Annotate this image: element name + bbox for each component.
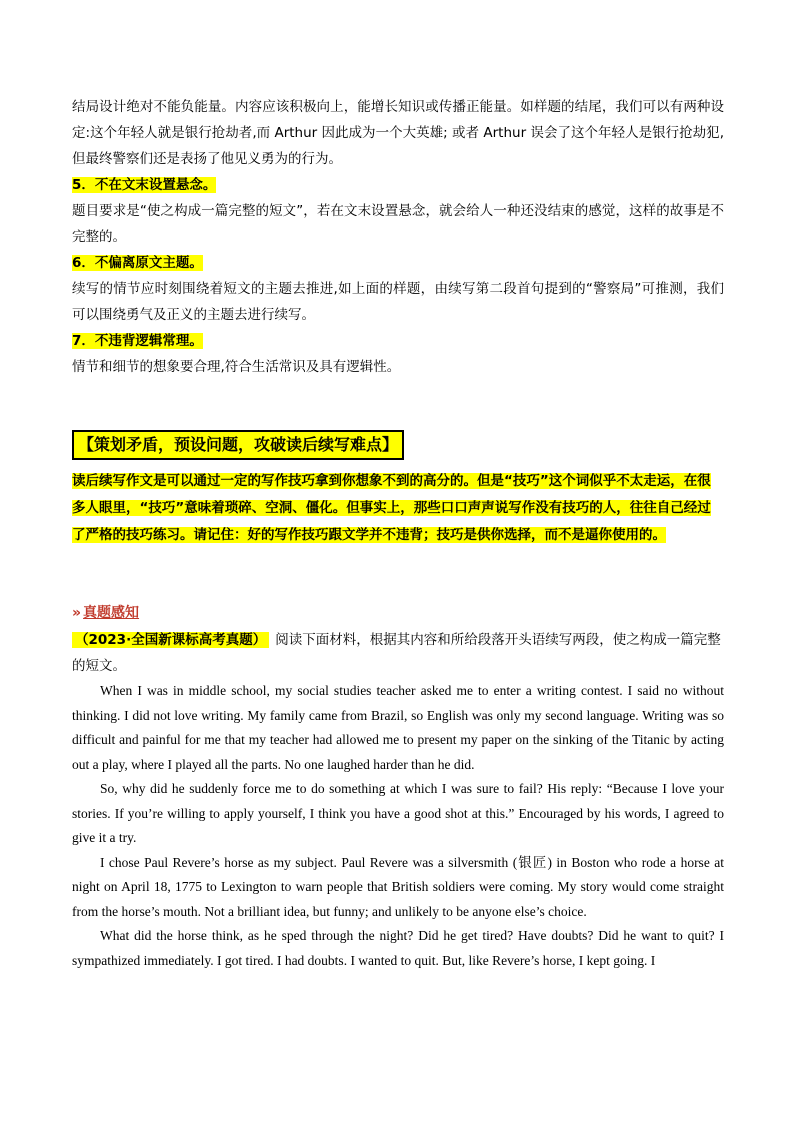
tip-7-text: 情节和细节的想象要合理,符合生活常识及具有逻辑性。 <box>72 359 401 375</box>
tip-5-text: 题目要求是“使之构成一篇完整的短文”，若在文末设置悬念，就会给人一种还没结束的感觉，这样的故事是不完整的。 <box>72 203 724 245</box>
exam-instruction <box>72 627 724 679</box>
tip-7-title <box>72 328 724 354</box>
tip-6-title <box>72 250 724 276</box>
real-exam-heading <box>72 601 724 625</box>
tip-7-title-text: 7．不违背逻辑常理。 <box>72 333 203 349</box>
passage-paragraph-4: What did the horse think, as he sped through the night? Did he get tired? Have doubts? Did he want to quit? I sympathized immediately. I got tired. I had doubts. I wanted to quit. But, like Revere’s horse, I kept going. I <box>72 928 724 968</box>
tip-6-title-text: 6．不偏离原文主题。 <box>72 255 203 271</box>
tip-6-text: 续写的情节应时刻围绕着短文的主题去推进,如上面的样题，由续写第二段首句提到的“警察局”可推测，我们可以围绕勇气及正义的主题去进行续写。 <box>72 281 724 323</box>
tip-5-title-text: 5．不在文末设置悬念。 <box>72 177 217 193</box>
real-exam-label: 真题感知 <box>83 605 140 621</box>
section-intro-text: 读后续写作文是可以通过一定的写作技巧拿到你想象不到的高分的。但是“技巧”这个词似乎不太走运，在很多人眼里，“技巧”意味着琐碎、空洞、僵化。但事实上，那些口口声声说写作没有技巧的人，往往自己经过了严格的技巧练习。请记住：好的写作技巧跟文学并不违背；技巧是供你选择，而不是逼你使用的。 <box>72 473 711 543</box>
section-intro <box>72 468 724 549</box>
double-chevron-icon: » <box>72 605 82 621</box>
tip-5-title <box>72 172 724 198</box>
ending-paragraph: 结局设计绝对不能负能量。内容应该积极向上，能增长知识或传播正能量。如样题的结尾，我们可以有两种设定:这个年轻人就是银行抢劫者,而 Arthur 因此成为一个大英雄; 或者 Arthur 误会了这个年轻人是银行抢劫犯,但最终警察们还是表扬了他见义勇为的行为。 <box>72 99 724 167</box>
section-title: 【策划矛盾，预设问题，攻破读后续写难点】 <box>72 430 404 460</box>
document-page <box>72 94 724 973</box>
passage-paragraph-3: I chose Paul Revere’s horse as my subject. Paul Revere was a silversmith (银匠) in Boston who rode a horse at night on April 18, 1775 to Lexington to warn people that British soldiers were coming. My story would come straight from the horse’s mouth. Not a brilliant idea, but funny; and unlikely to be anyone else’s choice. <box>72 854 724 919</box>
exam-instruction-text: 阅读下面材料，根据其内容和所给段落开头语续写两段，使之构成一篇完整的短文。 <box>72 632 721 674</box>
passage-paragraph-1: When I was in middle school, my social studies teacher asked me to enter a writing contest. I said no without thinking. I did not love writing. My family came from Brazil, so English was only my second language. Writing was so difficult and painful for me that my teacher had allowed me to present my paper on the sinking of the Titanic by acting out a play, where I played all the parts. No one laughed harder than he did. <box>72 683 724 772</box>
exam-source-tag: （2023·全国新课标高考真题） <box>72 632 269 648</box>
passage-paragraph-2: So, why did he suddenly force me to do something at which I was sure to fail? His reply: “Because I love your stories. If you’re willing to apply yourself, I think you have a good shot at this.” Encouraged by his words, I agreed to give it a try. <box>72 781 724 845</box>
